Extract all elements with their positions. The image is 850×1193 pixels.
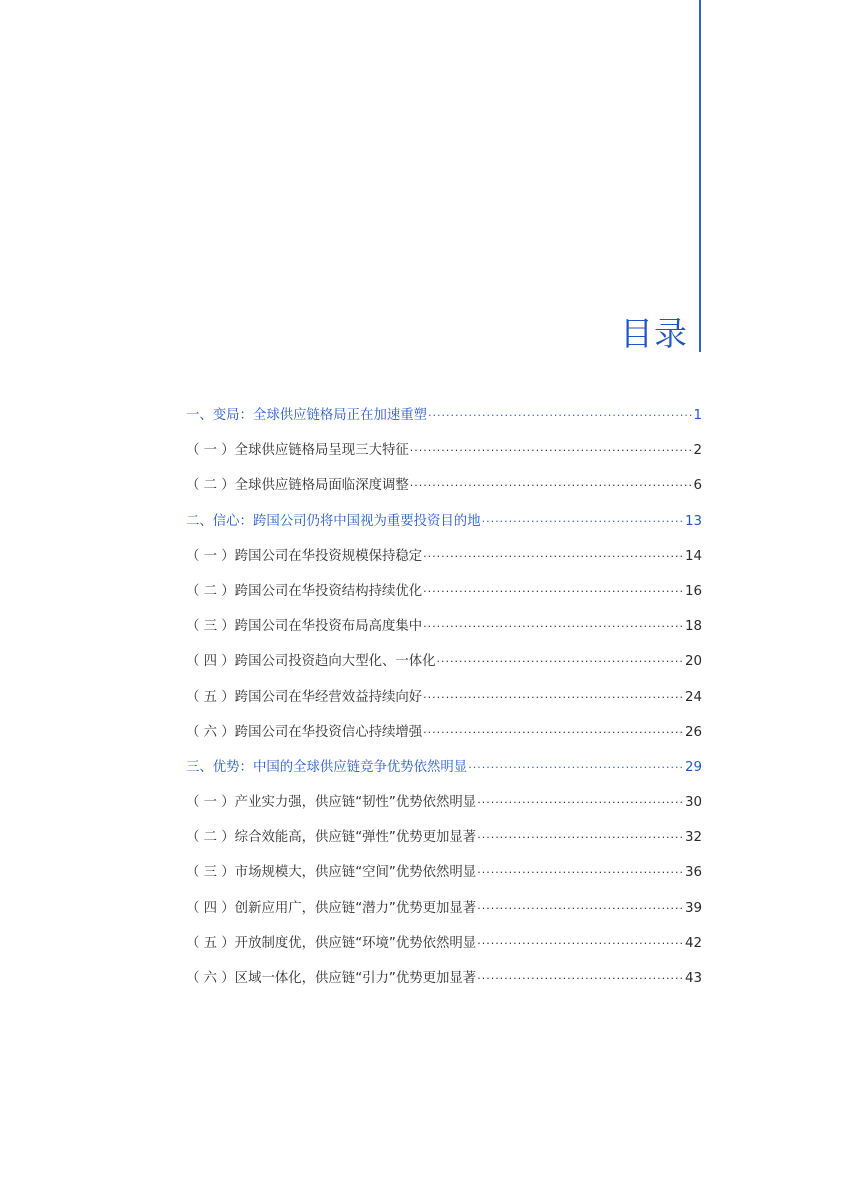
toc-page-number: 14 xyxy=(684,548,702,564)
table-of-contents xyxy=(186,398,702,996)
toc-entry-label: 一、变局：全球供应链格局正在加速重塑 xyxy=(186,408,428,423)
toc-entry-3-5[interactable] xyxy=(186,926,702,961)
toc-page-number: 42 xyxy=(684,935,702,951)
toc-page-number: 36 xyxy=(684,865,702,881)
toc-entry-label: 三、优势：中国的全球供应链竞争优势依然明显 xyxy=(186,759,468,775)
toc-entry-label: 二、信心：跨国公司仍将中国视为重要投资目的地 xyxy=(186,513,481,529)
toc-leader-dots xyxy=(423,609,684,644)
toc-entry-2-5[interactable] xyxy=(186,680,702,715)
toc-entry-2-2[interactable] xyxy=(186,574,702,609)
toc-leader-dots xyxy=(477,855,684,890)
toc-leader-dots xyxy=(477,785,684,820)
toc-entry-label: （ 五 ）跨国公司在华经营效益持续向好 xyxy=(186,689,423,705)
toc-leader-dots xyxy=(410,468,693,503)
toc-entry-label: （ 一 ）跨国公司在华投资规模保持稳定 xyxy=(186,548,423,564)
toc-page-number: 13 xyxy=(684,513,702,529)
toc-entry-1-2[interactable] xyxy=(186,468,702,503)
toc-entry-label: （ 五 ）开放制度优，供应链“环境”优势依然明显 xyxy=(186,935,477,951)
toc-entry-3-2[interactable] xyxy=(186,820,702,855)
toc-entry-label: （ 二 ）跨国公司在华投资结构持续优化 xyxy=(186,583,423,599)
toc-page-number: 20 xyxy=(684,654,702,670)
toc-page-number: 24 xyxy=(684,689,702,705)
toc-leader-dots xyxy=(477,961,684,996)
toc-entry-section-3[interactable] xyxy=(186,750,702,785)
toc-entry-label: （ 一 ）产业实力强，供应链“韧性”优势依然明显 xyxy=(186,795,477,811)
toc-page-number: 39 xyxy=(684,900,702,916)
toc-entry-3-6[interactable] xyxy=(186,961,702,996)
toc-entry-2-1[interactable] xyxy=(186,539,702,574)
toc-entry-label: （ 四 ）创新应用广，供应链“潜力”优势更加显著 xyxy=(186,900,477,916)
toc-entry-label: （ 二 ）全球供应链格局面临深度调整 xyxy=(186,478,409,494)
toc-page-number: 43 xyxy=(684,971,702,986)
toc-entry-3-3[interactable] xyxy=(186,855,702,890)
toc-page-number: 16 xyxy=(684,583,702,599)
toc-leader-dots xyxy=(423,574,684,609)
toc-page-number: 29 xyxy=(684,759,702,775)
toc-page-number: 1 xyxy=(693,408,702,423)
toc-leader-dots xyxy=(423,680,684,715)
toc-page-number: 26 xyxy=(684,724,702,740)
toc-leader-dots xyxy=(423,715,684,750)
toc-page-number: 30 xyxy=(684,795,702,811)
toc-leader-dots xyxy=(468,750,684,785)
toc-entry-2-3[interactable] xyxy=(186,609,702,644)
toc-entry-3-1[interactable] xyxy=(186,785,702,820)
toc-entry-2-6[interactable] xyxy=(186,715,702,750)
toc-page-number: 6 xyxy=(693,478,702,494)
toc-entry-3-4[interactable] xyxy=(186,891,702,926)
toc-leader-dots xyxy=(482,504,684,539)
toc-entry-label: （ 三 ）市场规模大，供应链“空间”优势依然明显 xyxy=(186,865,477,881)
page-title: 目录 xyxy=(620,314,688,353)
toc-entry-label: （ 三 ）跨国公司在华投资布局高度集中 xyxy=(186,619,423,635)
toc-leader-dots xyxy=(410,433,693,468)
toc-leader-dots xyxy=(423,539,684,574)
toc-leader-dots xyxy=(437,644,684,679)
toc-leader-dots xyxy=(477,820,684,855)
toc-page-number: 18 xyxy=(684,619,702,635)
toc-entry-2-4[interactable] xyxy=(186,644,702,679)
toc-entry-label: （ 一 ）全球供应链格局呈现三大特征 xyxy=(186,443,409,459)
toc-entry-label: （ 六 ）跨国公司在华投资信心持续增强 xyxy=(186,724,423,740)
toc-leader-dots xyxy=(477,891,684,926)
toc-leader-dots xyxy=(477,926,684,961)
toc-entry-section-2[interactable] xyxy=(186,504,702,539)
toc-entry-label: （ 六 ）区域一体化，供应链“引力”优势更加显著 xyxy=(186,971,477,986)
accent-vertical-rule xyxy=(699,0,701,352)
toc-page-number: 2 xyxy=(693,443,702,459)
toc-entry-label: （ 二 ）综合效能高，供应链“弹性”优势更加显著 xyxy=(186,830,477,846)
toc-entry-label: （ 四 ）跨国公司投资趋向大型化、一体化 xyxy=(186,654,436,670)
toc-entry-1-1[interactable] xyxy=(186,433,702,468)
toc-page-number: 32 xyxy=(684,830,702,846)
toc-entry-section-1[interactable] xyxy=(186,398,702,433)
toc-leader-dots xyxy=(428,398,692,433)
